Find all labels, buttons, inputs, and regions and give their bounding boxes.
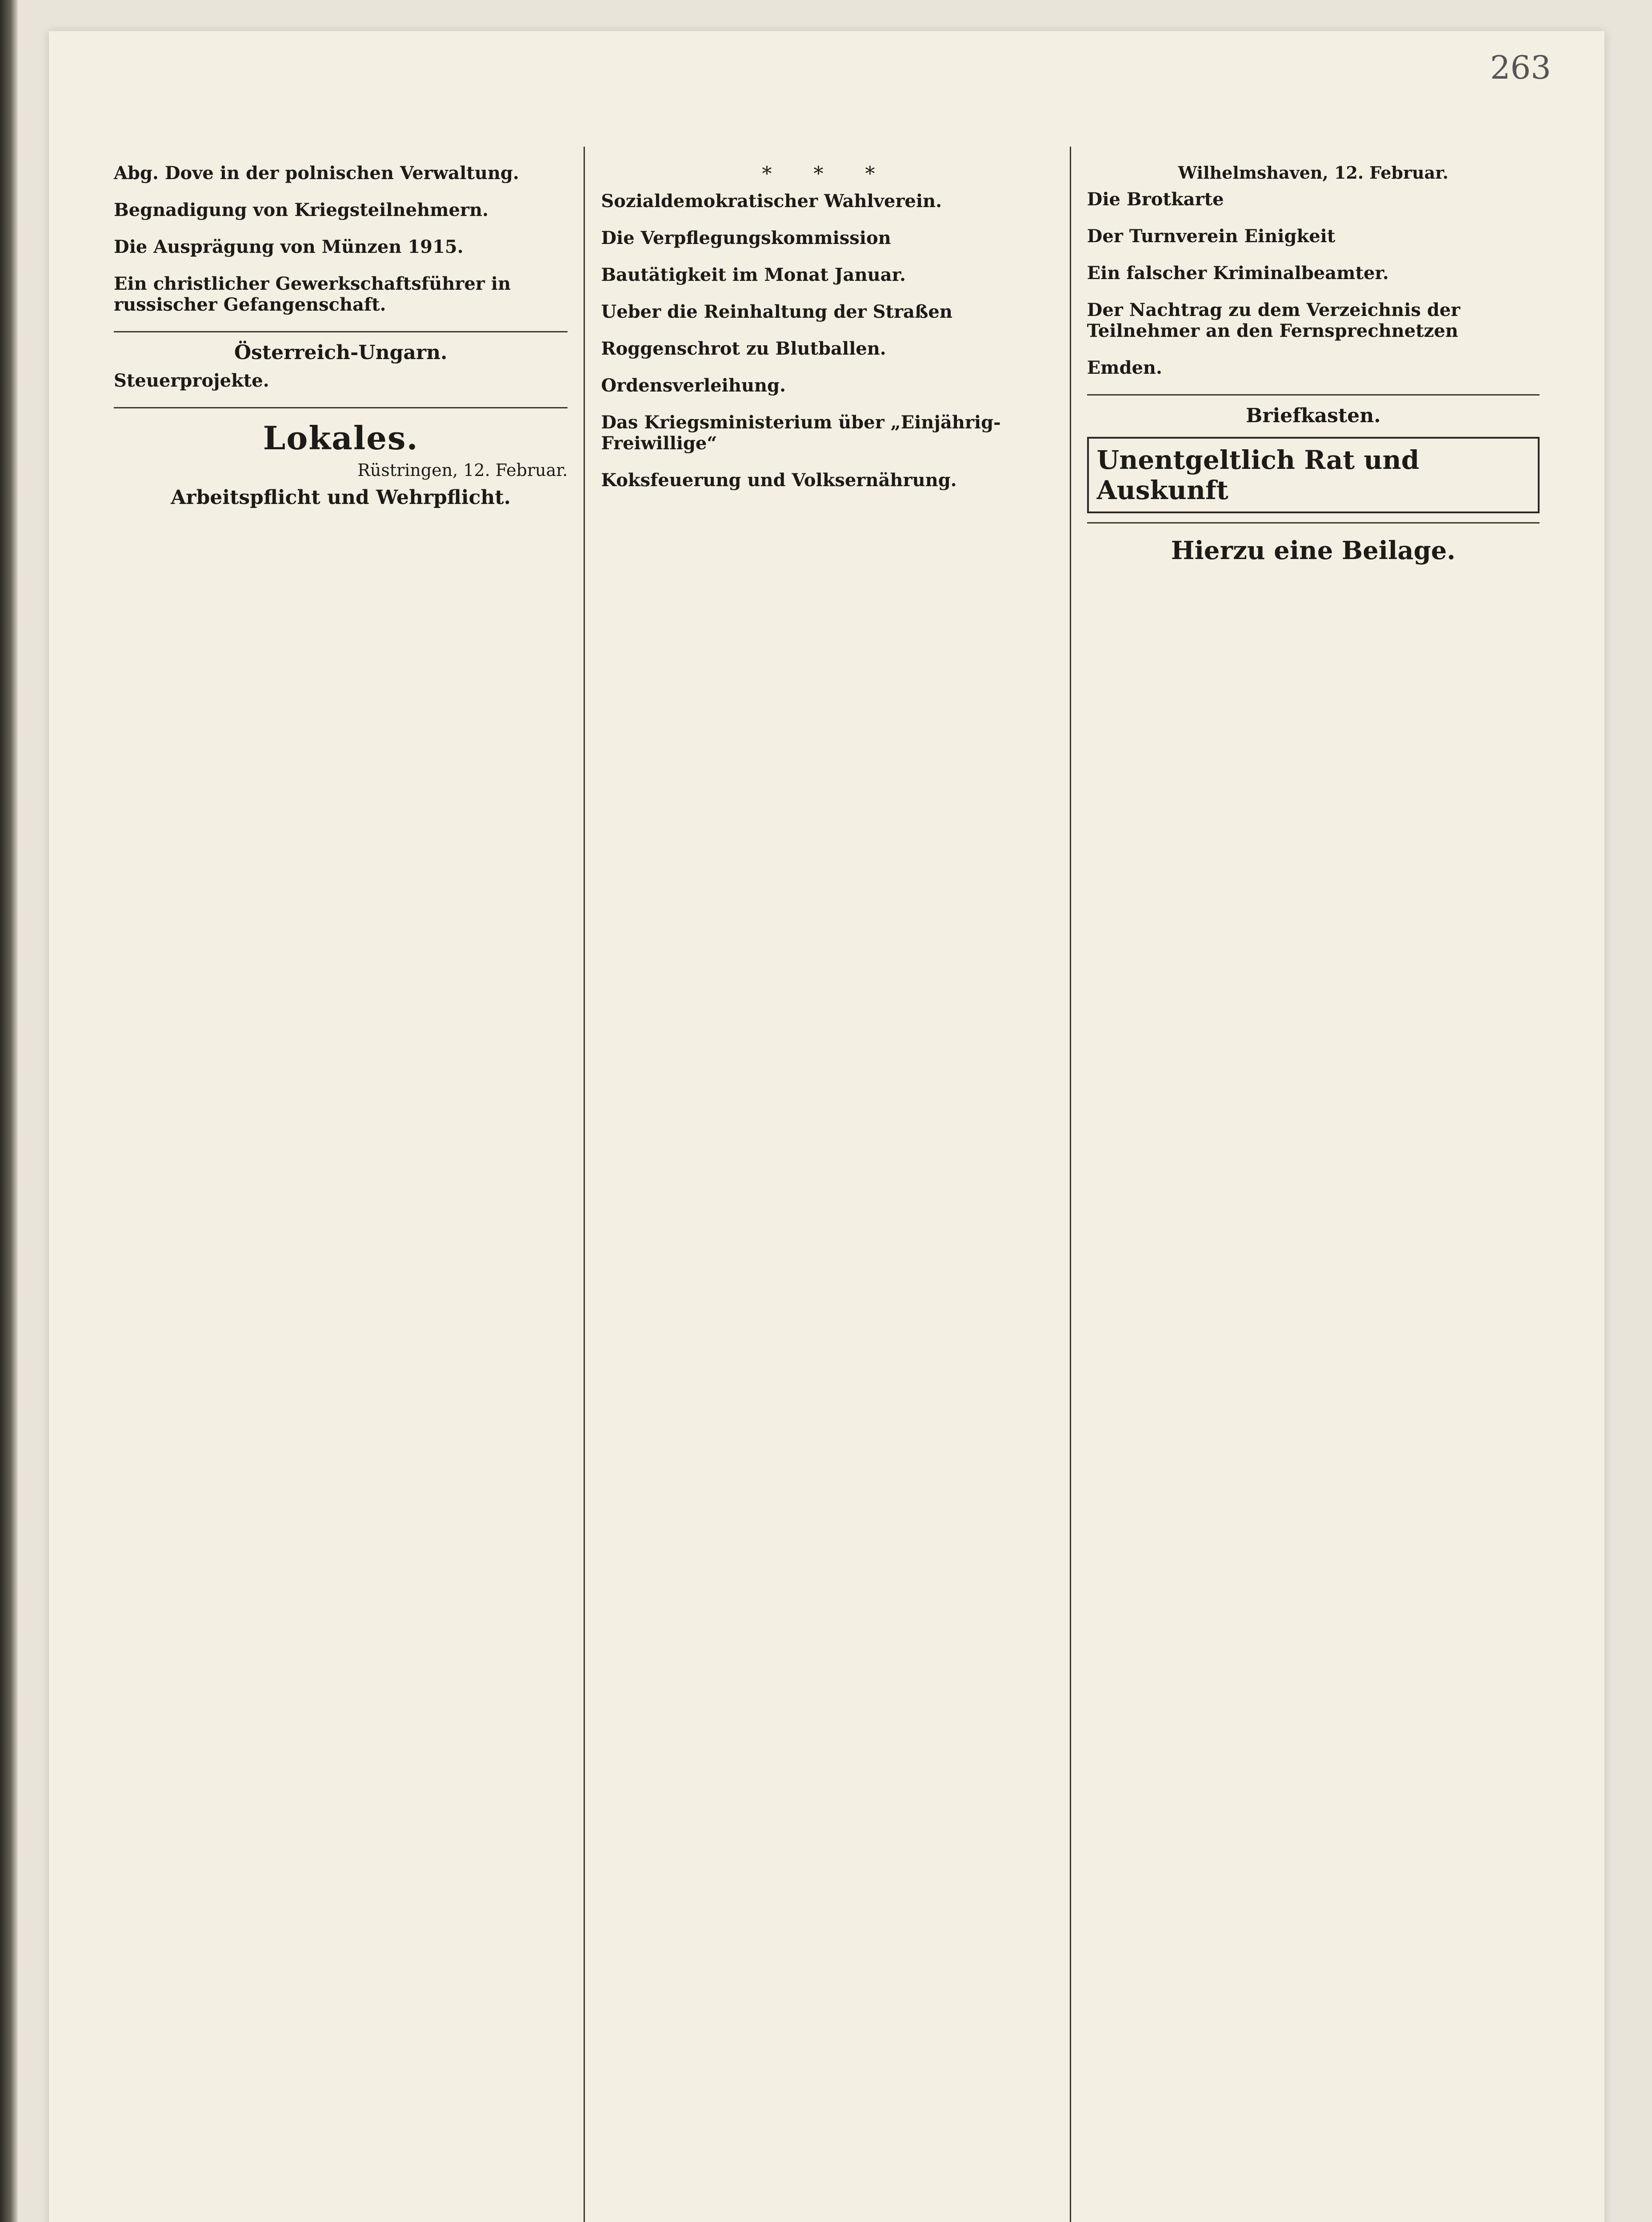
column1-rule-2 [114, 407, 568, 408]
newspaper-page [49, 31, 1604, 2222]
column1-rule-1 [114, 331, 568, 332]
column2-article-6 [601, 375, 1053, 396]
wilhelmshaven-article-3 [1087, 300, 1540, 341]
column1-article-1 [114, 163, 568, 184]
column2-article-2-headline: Die Verpflegungskommission [601, 228, 891, 248]
wilhelmshaven-article-3-headline: Der Nachtrag zu dem Verzeichnis der Teilnehmer an den Fernsprechnetzen [1087, 300, 1460, 341]
column1-article-2-headline: Begnadigung von Kriegsteilnehmern. [114, 200, 489, 220]
page-number: 263 [1490, 49, 1551, 86]
wilhelmshaven-article-2-headline: Ein falscher Kriminalbeamter. [1087, 263, 1389, 284]
briefkasten-section-head: Briefkasten. [1246, 404, 1381, 427]
advert-box [1087, 437, 1540, 513]
column3-rule-2 [1087, 522, 1540, 524]
lokales-headline: Arbeitspflicht und Wehrpflicht. [171, 486, 511, 509]
section-divider-stars: * * * [762, 163, 893, 185]
wilhelmshaven-article-1 [1087, 226, 1540, 247]
column2-article-5-headline: Roggenschrot zu Blutballen. [601, 338, 886, 359]
column2-article-7-headline: Das Kriegsministerium über „Einjährig-Freiwillige“ [601, 412, 1001, 454]
column-grid [98, 147, 1556, 2222]
wilhelmshaven-article-2 [1087, 263, 1540, 284]
column2-article-8-headline: Koksfeuerung und Volksernährung. [601, 470, 957, 491]
austria-section-head: Österreich-Ungarn. [234, 341, 448, 364]
emden-article-headline: Emden. [1087, 357, 1162, 378]
lokales-section-head: Lokales. [263, 419, 419, 457]
advert-title: Unentgeltlich Rat und Auskunft [1096, 444, 1420, 505]
column1-article-4-headline: Ein christlicher Gewerkschaftsführer in russischer Gefangenschaft. [114, 273, 511, 315]
column2-article-1 [601, 191, 1053, 212]
column2-article-6-headline: Ordensverleihung. [601, 375, 786, 396]
column-2 [584, 147, 1069, 2222]
emden-article [1087, 357, 1540, 378]
supplement-note: Hierzu eine Beilage. [1171, 536, 1456, 565]
column3-rule-1 [1087, 394, 1540, 396]
column2-article-2 [601, 228, 1053, 248]
column1-article-4 [114, 273, 568, 315]
austria-article-headline: Steuerprojekte. [114, 370, 269, 391]
column-1 [98, 147, 584, 2222]
column1-article-1-headline: Abg. Dove in der polnischen Verwaltung. [114, 163, 519, 184]
column1-article-3 [114, 236, 568, 257]
wilhelmshaven-article-1-headline: Der Turnverein Einigkeit [1087, 226, 1336, 247]
column1-article-2 [114, 200, 568, 220]
austria-article [114, 370, 568, 391]
column1-article-3-headline: Die Ausprägung von Münzen 1915. [114, 236, 464, 257]
column2-article-4 [601, 301, 1053, 322]
scan-left-edge [0, 0, 18, 2222]
column2-article-3-headline: Bautätigkeit im Monat Januar. [601, 264, 906, 285]
wilhelmshaven-dateline: Wilhelmshaven, 12. Februar. [1178, 163, 1448, 183]
wilhelmshaven-article-0-headline: Die Brotkarte [1087, 189, 1224, 210]
column2-article-3 [601, 264, 1053, 285]
column2-article-8 [601, 470, 1053, 491]
column2-article-4-headline: Ueber die Reinhaltung der Straßen [601, 301, 953, 322]
column2-article-7 [601, 412, 1053, 454]
column-3 [1070, 147, 1556, 2222]
column2-article-5 [601, 338, 1053, 359]
column2-article-1-headline: Sozialdemokratischer Wahlverein. [601, 191, 942, 212]
wilhelmshaven-article-0 [1087, 189, 1540, 210]
lokales-dateline: Rüstringen, 12. Februar. [357, 460, 568, 480]
